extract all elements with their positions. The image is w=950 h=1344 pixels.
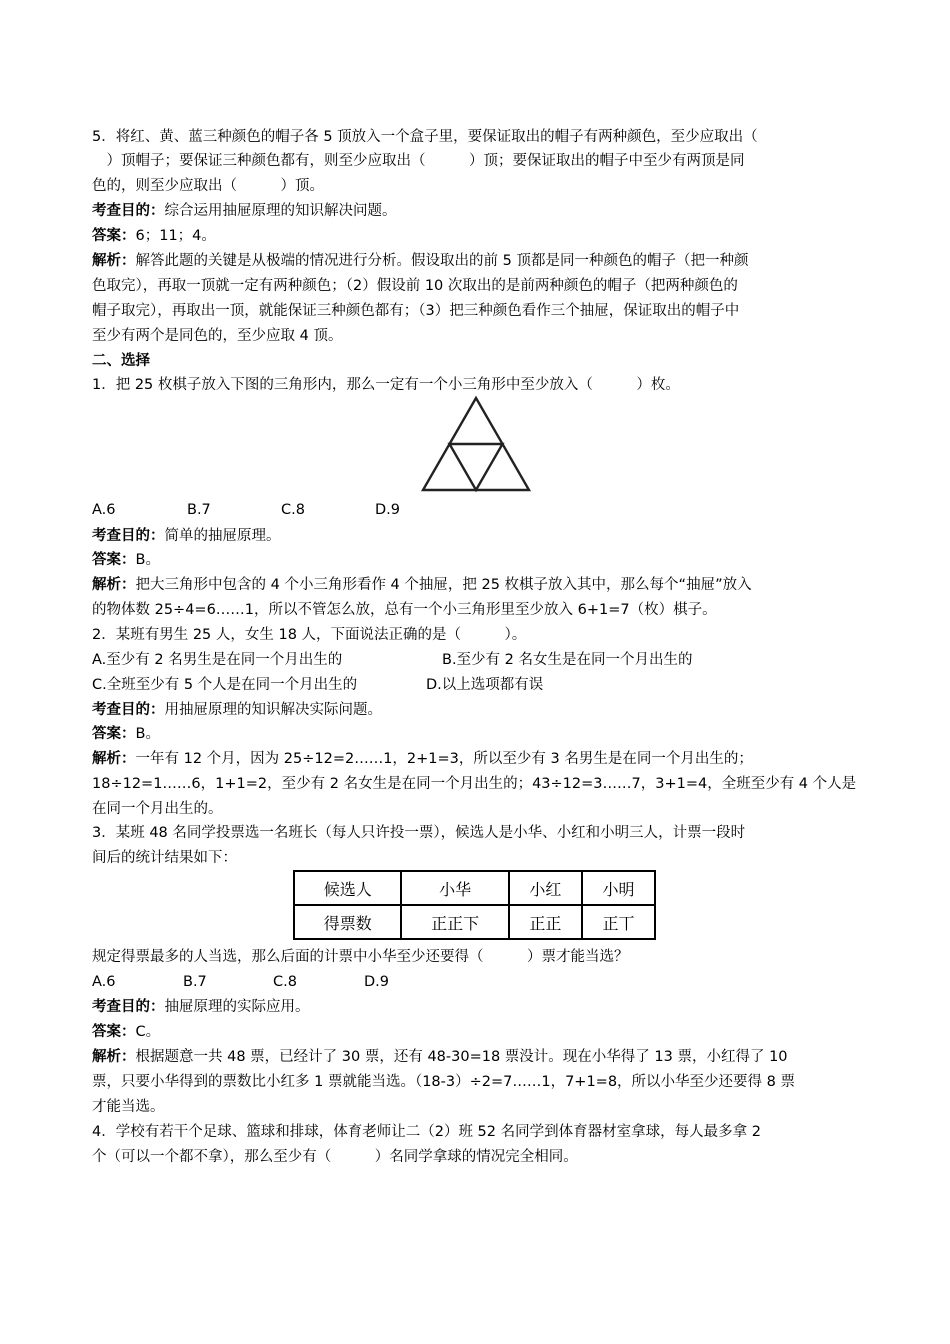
c3-analysis-3: 才能当选。 xyxy=(92,1099,165,1115)
c3-option-a: A.6 xyxy=(92,974,116,990)
c2-question: 2．某班有男生 25 人，女生 18 人，下面说法正确的是（ ）。 xyxy=(92,627,527,643)
table-cell: 得票数 xyxy=(294,905,401,939)
q5-line-3: 色的，则至少应取出（ ）顶。 xyxy=(92,178,324,194)
analysis-label: 解析： xyxy=(92,577,136,593)
q5-answer xyxy=(92,226,216,246)
purpose-label: 考查目的： xyxy=(92,528,165,544)
q5-analysis-2: 色取完），再取一顶就一定有两种颜色；（2）假设前 10 次取出的是前两种颜色的帽子（把两种颜色的 xyxy=(92,278,738,294)
c2-analysis-1 xyxy=(92,749,753,769)
purpose-label: 考查目的： xyxy=(92,203,165,219)
c2-option-c: C.全班至少有 5 个人是在同一个月出生的 xyxy=(92,677,358,693)
triangle-figure xyxy=(420,395,532,493)
c2-option-b: B.至少有 2 名女生是在同一个月出生的 xyxy=(442,652,693,668)
purpose-label: 考查目的： xyxy=(92,999,165,1015)
c1-question: 1．把 25 枚棋子放入下图的三角形内，那么一定有一个小三角形中至少放入（ ）枚。 xyxy=(92,377,680,393)
c2-purpose xyxy=(92,700,382,720)
q5-line-2: ）顶帽子；要保证三种颜色都有，则至少应取出（ ）顶；要保证取出的帽子中至少有两顶是同 xyxy=(92,153,745,169)
c1-option-a: A.6 xyxy=(92,502,116,518)
answer-label: 答案： xyxy=(92,1024,136,1040)
answer-text: B。 xyxy=(135,726,160,742)
analysis-label: 解析： xyxy=(92,253,136,269)
c4-question-1: 4．学校有若干个足球、篮球和排球，体育老师让二（2）班 52 名同学到体育器材室拿球，每人最多拿 2 xyxy=(92,1124,761,1140)
c2-answer xyxy=(92,724,160,744)
section-title: 二、选择 xyxy=(92,353,150,369)
c3-option-b: B.7 xyxy=(183,974,207,990)
c3-answer xyxy=(92,1022,160,1042)
c2-analysis-2: 18÷12=1……6，1+1=2，至少有 2 名女生是在同一个月出生的；43÷12=3……7，3+1=4，全班至少有 4 个人是 xyxy=(92,776,857,792)
analysis-text: 根据题意一共 48 票，已经计了 30 票，还有 48-30=18 票没计。现在小华得了 13 票，小红得了 10 xyxy=(135,1049,788,1065)
c2-analysis-3: 在同一个月出生的。 xyxy=(92,801,223,817)
purpose-text: 综合运用抽屉原理的知识解决问题。 xyxy=(164,203,397,219)
analysis-label: 解析： xyxy=(92,1049,136,1065)
c1-analysis-1 xyxy=(92,575,752,595)
analysis-text: 解答此题的关键是从极端的情况进行分析。假设取出的前 5 顶都是同一种颜色的帽子（把一种颜 xyxy=(135,253,749,269)
c1-option-d: D.9 xyxy=(375,502,400,518)
table-cell: 小红 xyxy=(509,871,582,905)
purpose-text: 用抽屉原理的知识解决实际问题。 xyxy=(164,702,382,718)
c3-purpose xyxy=(92,997,310,1017)
c1-option-b: B.7 xyxy=(187,502,211,518)
answer-text: 6；11；4。 xyxy=(135,228,216,244)
q5-line-1: 5．将红、黄、蓝三种颜色的帽子各 5 顶放入一个盒子里，要保证取出的帽子有两种颜色，至少应取出（ xyxy=(92,129,758,145)
c3-option-d: D.9 xyxy=(364,974,389,990)
analysis-text: 一年有 12 个月，因为 25÷12=2……1，2+1=3，所以至少有 3 名男生是在同一个月出生的； xyxy=(135,751,753,767)
c1-answer xyxy=(92,550,160,570)
answer-text: B。 xyxy=(135,552,160,568)
c1-option-c: C.8 xyxy=(281,502,305,518)
c3-question-2: 间后的统计结果如下： xyxy=(92,850,237,866)
table-cell: 小明 xyxy=(582,871,655,905)
table-cell: 小华 xyxy=(401,871,508,905)
purpose-text: 抽屉原理的实际应用。 xyxy=(164,999,310,1015)
q5-analysis-3: 帽子取完），再取出一顶，就能保证三种颜色都有；（3）把三种颜色看作三个抽屉，保证取出的帽子中 xyxy=(92,303,740,319)
analysis-text: 把大三角形中包含的 4 个小三角形看作 4 个抽屉，把 25 枚棋子放入其中，那么每个“抽屉”放入 xyxy=(135,577,752,593)
table-cell: 正正下 xyxy=(401,905,508,939)
answer-label: 答案： xyxy=(92,726,136,742)
c3-option-c: C.8 xyxy=(273,974,297,990)
table-row xyxy=(294,905,655,939)
answer-text: C。 xyxy=(135,1024,161,1040)
answer-label: 答案： xyxy=(92,552,136,568)
c2-option-d: D.以上选项都有误 xyxy=(426,677,544,693)
c3-question-1: 3．某班 48 名同学投票选一名班长（每人只许投一票），候选人是小华、小红和小明三人，计票一段时 xyxy=(92,825,746,841)
c1-analysis-2: 的物体数 25÷4=6……1，所以不管怎么放，总有一个小三角形里至少放入 6+1=7（枚）棋子。 xyxy=(92,602,717,618)
table-row xyxy=(294,871,655,905)
q5-analysis-1 xyxy=(92,251,748,271)
c2-option-a: A.至少有 2 名男生是在同一个月出生的 xyxy=(92,652,343,668)
table-cell: 候选人 xyxy=(294,871,401,905)
answer-label: 答案： xyxy=(92,228,136,244)
table-cell: 正正 xyxy=(509,905,582,939)
c3-analysis-1 xyxy=(92,1047,788,1067)
vote-table xyxy=(293,870,656,940)
c3-question-3: 规定得票最多的人当选，那么后面的计票中小华至少还要得（ ）票才能当选？ xyxy=(92,949,629,965)
analysis-label: 解析： xyxy=(92,751,136,767)
table-cell: 正丅 xyxy=(582,905,655,939)
c3-analysis-2: 票，只要小华得到的票数比小红多 1 票就能当选。（18-3）÷2=7……1，7+1=8，所以小华至少还要得 8 票 xyxy=(92,1074,795,1090)
c1-purpose xyxy=(92,526,281,546)
q5-analysis-4: 至少有两个是同色的，至少应取 4 顶。 xyxy=(92,328,343,344)
q5-purpose xyxy=(92,201,397,221)
c4-question-2: 个（可以一个都不拿），那么至少有（ ）名同学拿球的情况完全相同。 xyxy=(92,1149,578,1165)
purpose-text: 简单的抽屉原理。 xyxy=(164,528,281,544)
purpose-label: 考查目的： xyxy=(92,702,165,718)
